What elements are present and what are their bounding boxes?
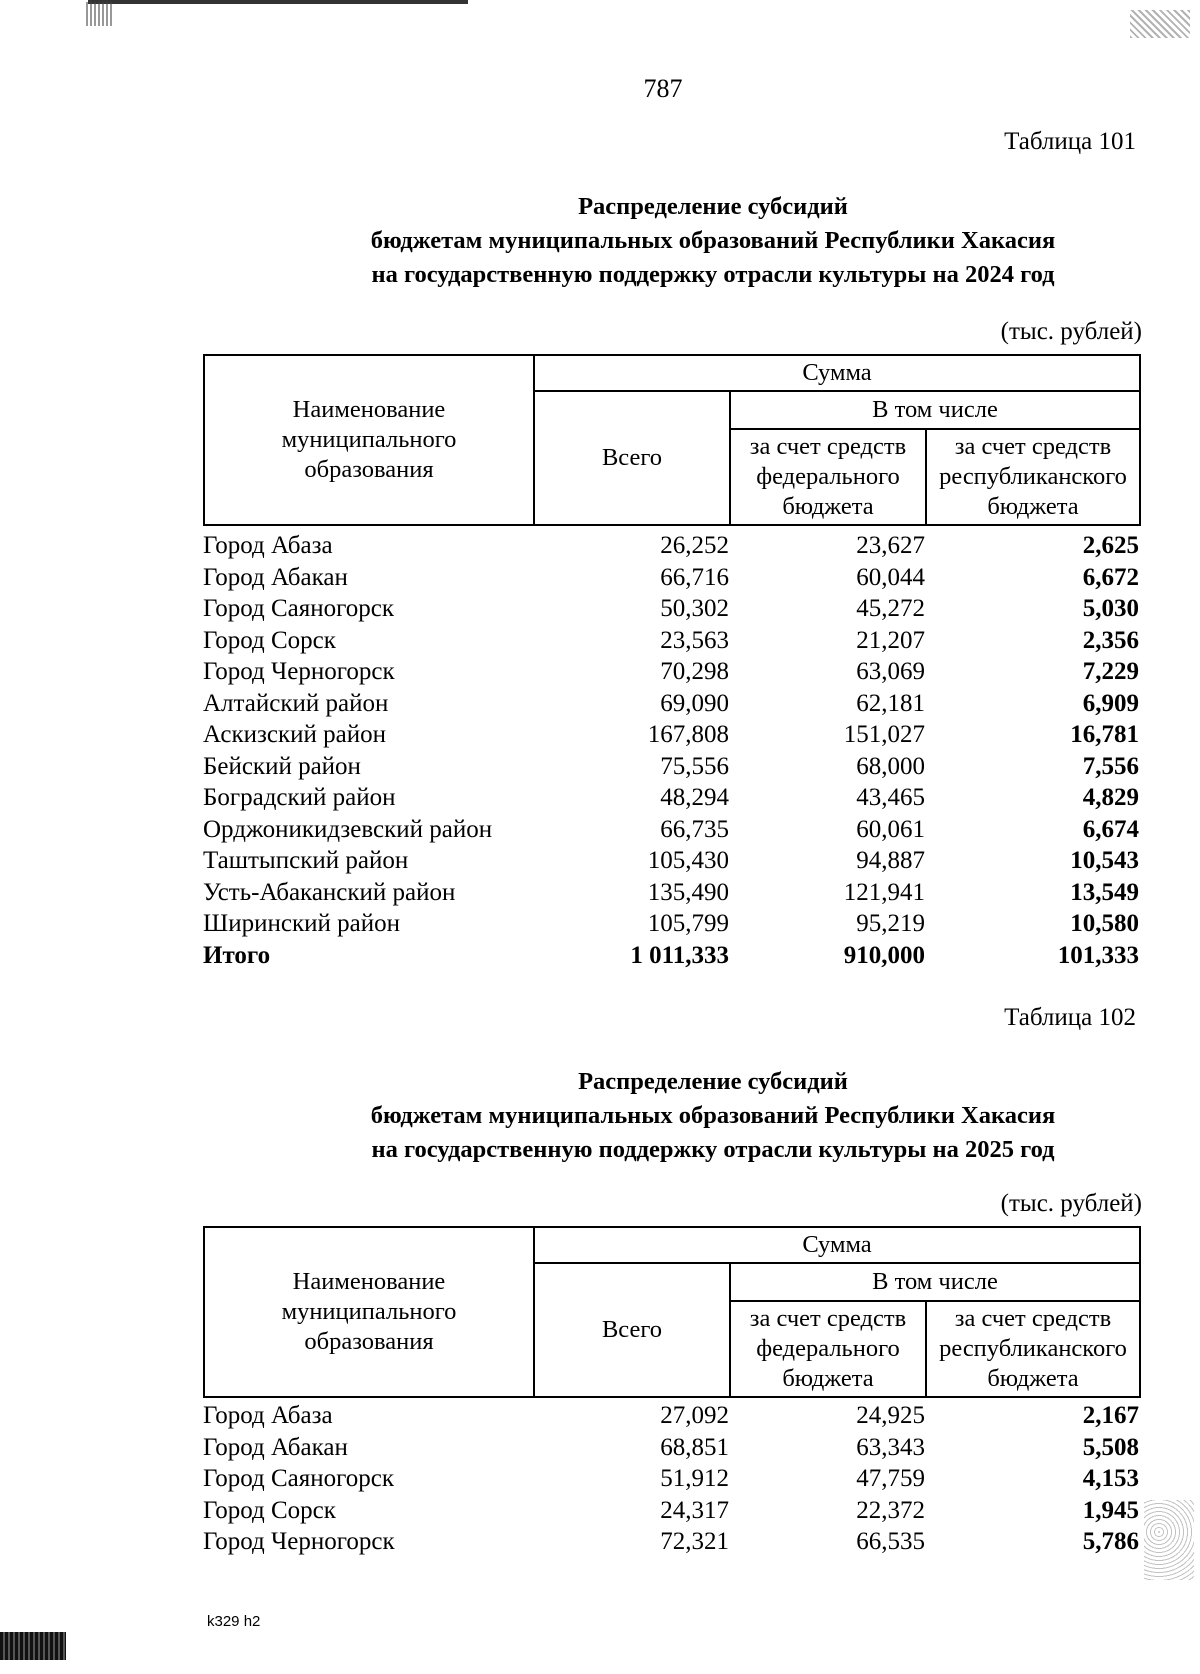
header-text: муниципального [281,426,457,453]
header-total: Всего [534,1263,730,1397]
cell-total: 68,851 [660,1433,729,1461]
cell-total: 51,912 [660,1465,729,1492]
header-text: бюджета [782,493,874,520]
header-text: Наименование [292,1268,446,1295]
cell-federal: 60,044 [856,563,925,591]
cell-federal: 151,027 [843,721,925,748]
title-line: бюджетам муниципальных образований Республики Хакасия [370,227,1056,254]
cell-total: 72,321 [660,1528,729,1555]
cell-name: Город Абаза [203,1402,333,1429]
cell-total: 23,563 [660,626,729,654]
cell-name: Город Абакан [203,563,348,591]
cell-total: 105,799 [647,910,729,937]
table-row [203,719,1139,751]
cell-total: 48,294 [660,784,729,811]
title-line: Распределение субсидий [578,193,848,220]
header-name-column [204,1227,534,1397]
cell-name: Город Сорск [203,626,336,654]
cell-republic: 1,945 [1082,1496,1139,1524]
table-row [203,814,1139,846]
cell-federal: 22,372 [856,1496,925,1524]
total-row [203,940,1139,972]
cell-republic: 7,556 [1082,752,1139,780]
header-text: бюджета [987,493,1079,520]
cell-name: Город Саяногорск [203,1465,395,1492]
cell-federal: 23,627 [856,532,925,559]
table-body [203,530,1139,971]
cell-federal: 95,219 [856,910,925,937]
table-row [203,593,1139,625]
header-including: В том числе [730,1263,1140,1301]
scan-noise-artifact [1144,1500,1194,1580]
cell-name: Бейский район [203,752,361,780]
scan-noise-artifact [0,1632,66,1660]
cell-total: 105,430 [647,847,729,874]
cell-name: Итого [203,941,271,969]
cell-total: 66,735 [660,815,729,843]
cell-republic: 5,030 [1082,595,1139,622]
header-total: Всего [534,391,730,525]
table-row [203,1526,1139,1558]
cell-federal: 68,000 [856,752,925,780]
cell-federal: 94,887 [856,847,925,874]
table-title [200,190,1200,292]
table-row [203,530,1139,562]
cell-total: 27,092 [660,1402,729,1429]
cell-republic: 5,508 [1082,1433,1139,1461]
cell-republic: 4,829 [1082,784,1139,811]
cell-total: 69,090 [660,689,729,717]
header-text: бюджета [987,1365,1079,1392]
cell-republic: 10,543 [1070,847,1139,874]
cell-republic: 6,909 [1082,689,1139,717]
table-row [203,562,1139,594]
table-body [203,1400,1139,1558]
cell-republic: 13,549 [1070,878,1139,906]
cell-total: 135,490 [647,878,729,906]
cell-total: 26,252 [660,532,729,559]
table-label: Таблица 102 [1004,1004,1136,1031]
cell-name: Город Абаза [203,532,333,559]
cell-federal: 43,465 [856,784,925,811]
header-text: федерального [756,463,900,490]
table-row [203,688,1139,720]
header-text: федерального [756,1335,900,1362]
table-row [203,1400,1139,1432]
table-title [200,1065,1200,1167]
cell-republic: 6,674 [1082,815,1139,843]
cell-republic: 7,229 [1082,658,1139,685]
cell-federal: 60,061 [856,815,925,843]
unit-label: (тыс. рублей) [1000,1190,1142,1217]
header-federal [730,429,926,525]
header-including: В том числе [730,391,1140,429]
table-row [203,908,1139,940]
cell-federal: 63,069 [856,658,925,685]
cell-name: Орджоникидзевский район [203,815,493,843]
cell-name: Боградский район [203,784,396,811]
header-text: образования [304,456,434,483]
cell-republic: 5,786 [1082,1528,1139,1555]
cell-name: Город Саяногорск [203,595,395,622]
table-header [203,1226,1141,1398]
cell-republic: 2,167 [1082,1402,1139,1429]
cell-total: 50,302 [660,595,729,622]
header-text: муниципального [281,1298,457,1325]
table-row [203,877,1139,909]
header-text: за счет средств [749,433,907,460]
cell-total: 66,716 [660,563,729,591]
header-sum: Сумма [534,1227,1140,1263]
title-line: на государственную поддержку отрасли культуры на 2025 год [371,1136,1055,1163]
cell-republic: 10,580 [1070,910,1139,937]
header-republic [926,1301,1140,1397]
cell-federal: 66,535 [856,1528,925,1555]
footer-code: k329 h2 [207,1613,261,1630]
cell-republic: 4,153 [1082,1465,1139,1492]
scan-noise-artifact [86,2,112,26]
cell-federal: 24,925 [856,1402,925,1429]
table-label: Таблица 101 [1004,128,1136,155]
cell-name: Город Черногорск [203,1528,395,1555]
title-line: Распределение субсидий [578,1068,848,1095]
title-line: на государственную поддержку отрасли культуры на 2024 год [371,261,1055,288]
table-row [203,625,1139,657]
cell-federal: 910,000 [843,941,925,969]
cell-federal: 63,343 [856,1433,925,1461]
cell-name: Усть-Абаканский район [203,878,456,906]
table-row [203,1432,1139,1464]
cell-total: 167,808 [647,721,729,748]
cell-federal: 21,207 [856,626,925,654]
cell-name: Алтайский район [203,689,389,717]
header-text: бюджета [782,1365,874,1392]
table-row [203,751,1139,783]
header-text: образования [304,1328,434,1355]
cell-total: 24,317 [660,1496,729,1524]
cell-total: 1 011,333 [630,941,729,969]
cell-republic: 16,781 [1070,721,1139,748]
scan-noise-artifact [1130,10,1190,38]
table-row [203,1463,1139,1495]
title-line: бюджетам муниципальных образований Республики Хакасия [370,1102,1056,1129]
scan-border-artifact [88,0,468,4]
header-republic [926,429,1140,525]
cell-republic: 2,625 [1082,532,1139,559]
header-federal [730,1301,926,1397]
cell-name: Город Абакан [203,1433,348,1461]
cell-name: Ширинский район [203,910,400,937]
header-text: Наименование [292,396,446,423]
table-row [203,656,1139,688]
table-row [203,1495,1139,1527]
header-text: за счет средств [954,1305,1112,1332]
header-text: республиканского [939,1335,1127,1362]
page-number: 787 [643,74,683,103]
cell-federal: 47,759 [856,1465,925,1492]
cell-republic: 101,333 [1057,941,1139,969]
cell-name: Город Сорск [203,1496,336,1524]
header-name-column [204,355,534,525]
header-text: за счет средств [749,1305,907,1332]
cell-republic: 6,672 [1082,563,1139,591]
unit-label: (тыс. рублей) [1000,318,1142,345]
header-text: за счет средств [954,433,1112,460]
cell-total: 70,298 [660,658,729,685]
cell-name: Аскизский район [203,721,387,748]
cell-federal: 45,272 [856,595,925,622]
header-sum: Сумма [534,355,1140,391]
cell-federal: 62,181 [856,689,925,717]
header-text: республиканского [939,463,1127,490]
table-row [203,845,1139,877]
table-row [203,782,1139,814]
cell-total: 75,556 [660,752,729,780]
cell-republic: 2,356 [1082,626,1139,654]
cell-name: Город Черногорск [203,658,395,685]
cell-federal: 121,941 [843,878,925,906]
cell-name: Таштыпский район [203,847,409,874]
table-header [203,354,1141,526]
